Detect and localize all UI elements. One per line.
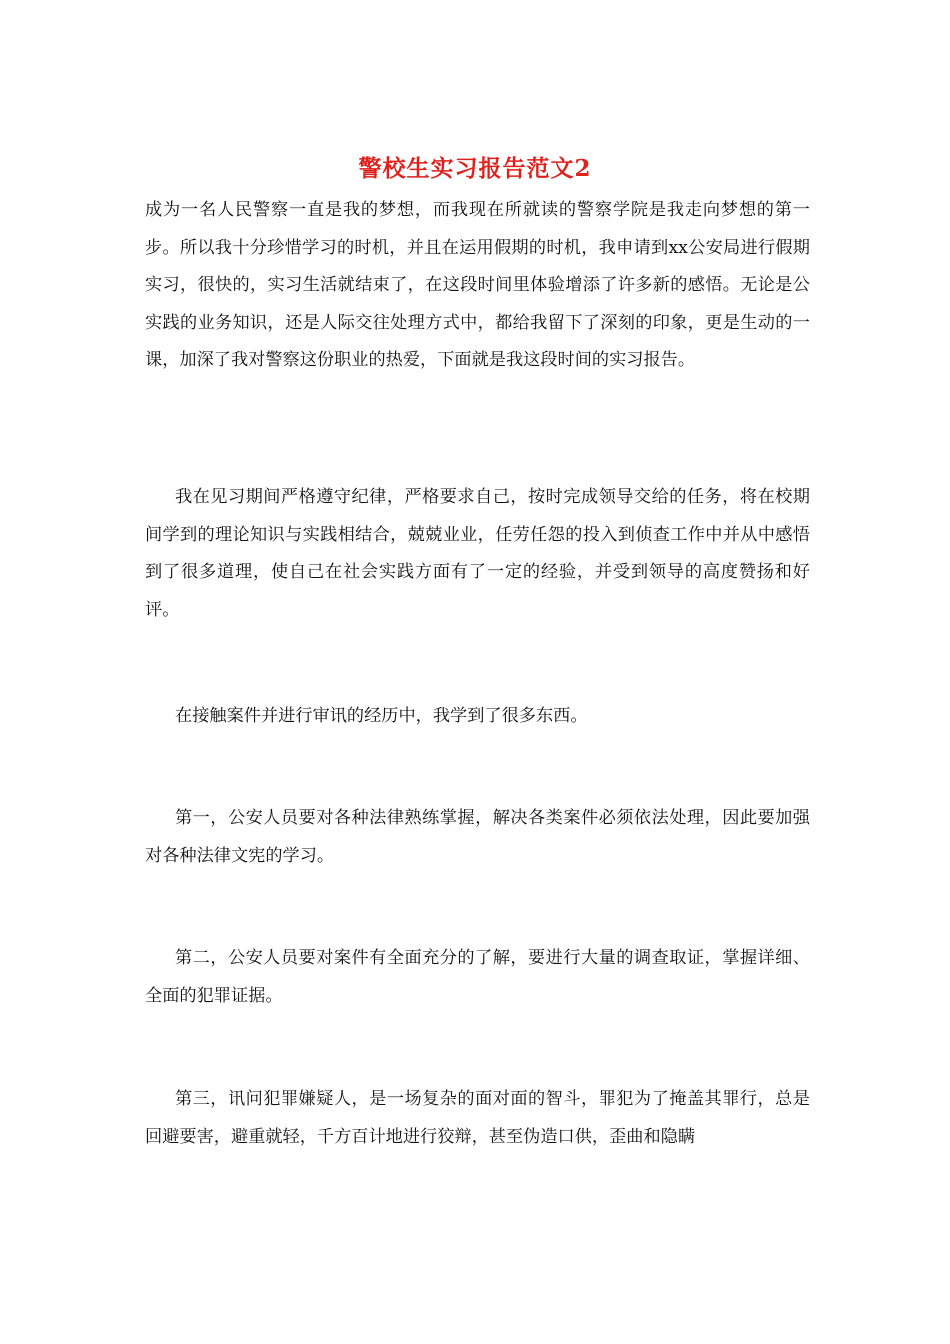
paragraph-internship-conduct: 我在见习期间严格遵守纪律，严格要求自己，按时完成领导交给的任务，将在校期间学到的理论知识与实践相结合，兢兢业业，任劳任怨的投入到侦查工作中并从中感悟到了很多道理，使自己在社会实践方面有了一定的经验，并受到领导的高度赞扬和好评。	[145, 487, 810, 620]
paragraph-intro: 成为一名人民警察一直是我的梦想，而我现在所就读的警察学院是我走向梦想的第一步。所以我十分珍惜学习的时机，并且在运用假期的时机，我申请到xx公安局进行假期实习，很快的，实习生活就结束了，在这段时间里体验增添了许多新的感悟。无论是公实践的业务知识，还是人际交往处理方式中，都给我留下了深刻的印象，更是生动的一课，加深了我对警察这份职业的热爱，下面就是我这段时间的实习报告。	[145, 200, 810, 371]
paragraph-case-experience: 在接触案件并进行审讯的经历中，我学到了很多东西。	[175, 706, 588, 726]
paragraph-point-three: 第三，讯问犯罪嫌疑人，是一场复杂的面对面的智斗，罪犯为了掩盖其罪行，总是回避要害，避重就轻，千方百计地进行狡辩，甚至伪造口供，歪曲和隐瞒	[145, 1089, 810, 1147]
paragraph-point-two: 第二，公安人员要对案件有全面充分的了解，要进行大量的调查取证，掌握详细、全面的犯罪证据。	[145, 948, 810, 1006]
paragraph-point-one: 第一，公安人员要对各种法律熟练掌握，解决各类案件必须依法处理，因此要加强对各种法律文宪的学习。	[145, 808, 810, 866]
document-title: 警校生实习报告范文2	[358, 155, 592, 182]
